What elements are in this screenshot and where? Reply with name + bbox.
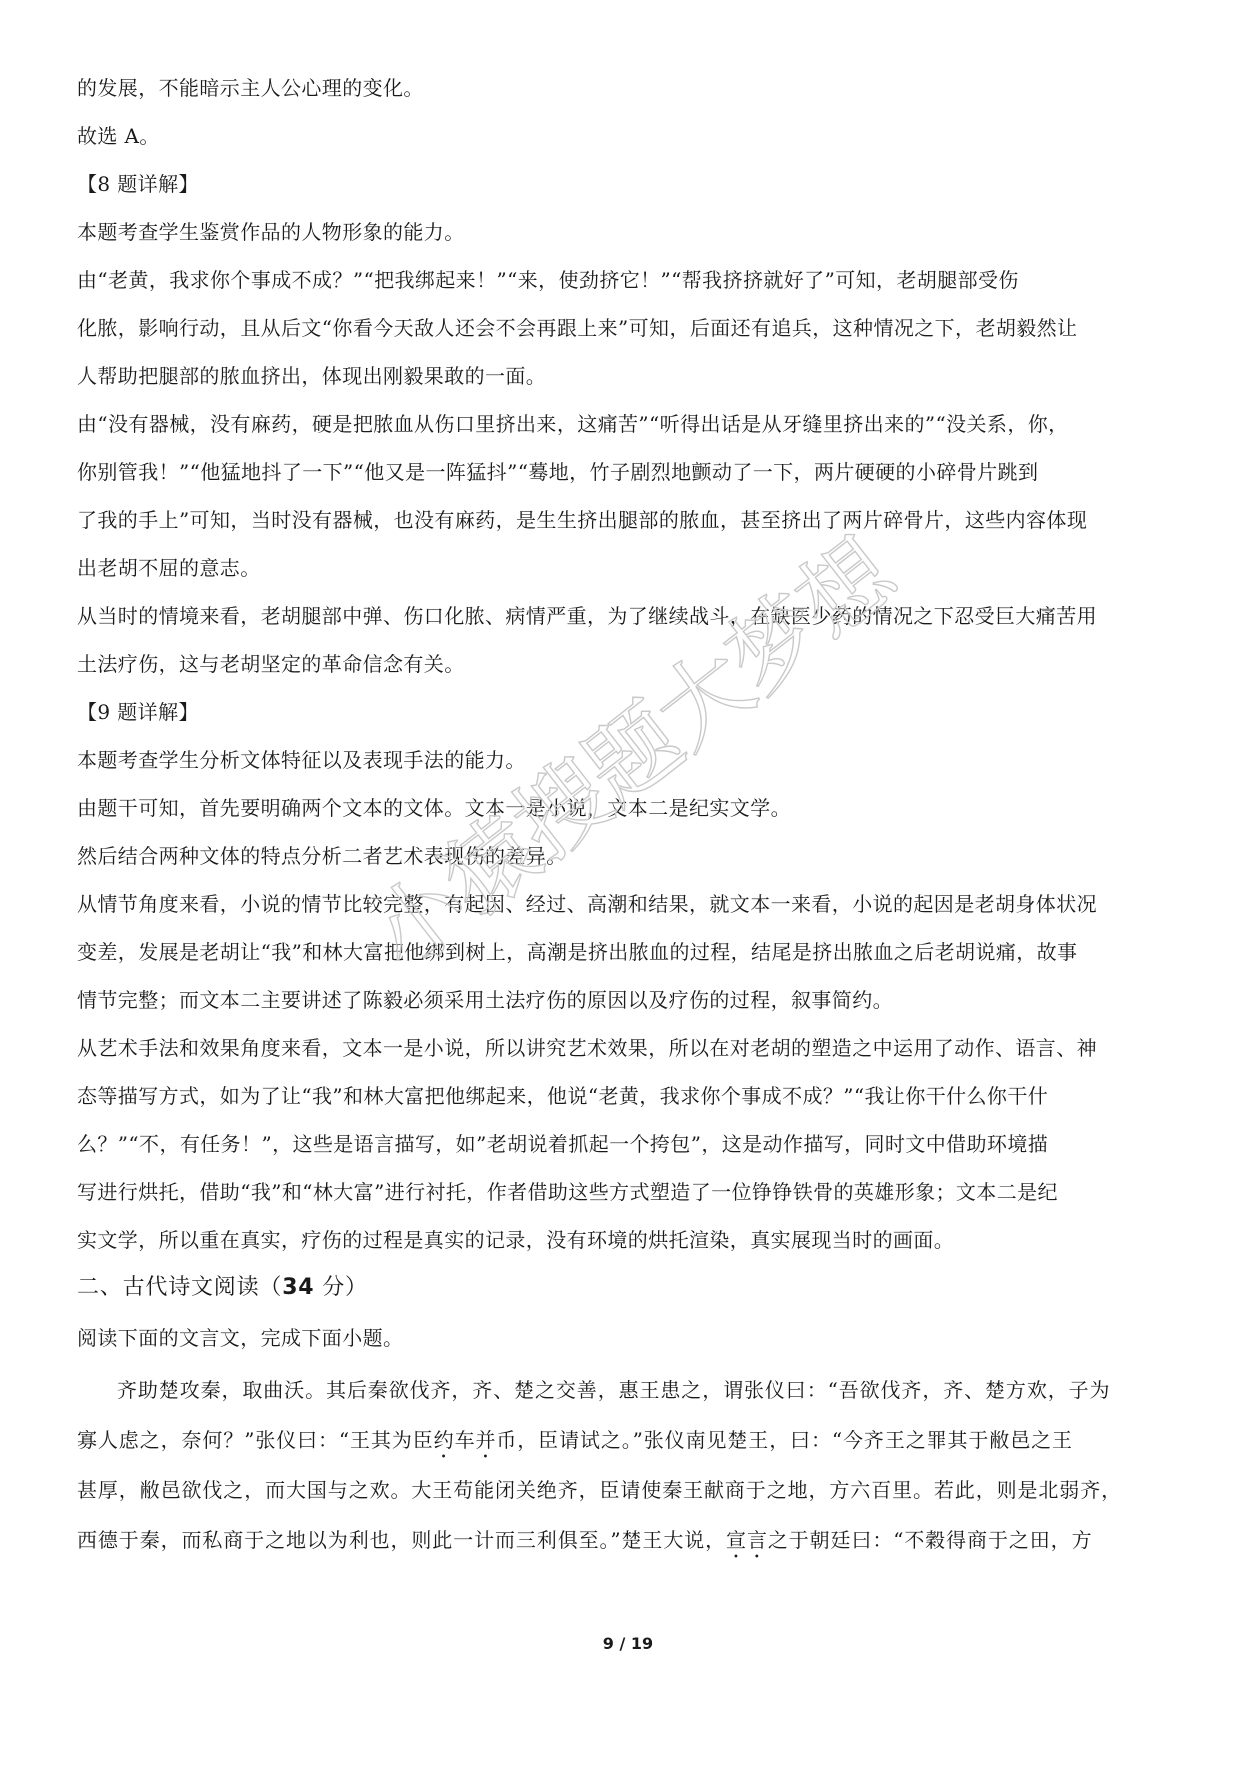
- text-line: 从当时的情境来看，老胡腿部中弹、伤口化脓、病情严重，为了继续战斗，在缺医少药的情况之下忍受巨大痛苦用: [77, 604, 1097, 628]
- section-heading-score: 34: [282, 1275, 315, 1300]
- section-heading-pre: 二、古代诗文阅读（: [77, 1275, 283, 1300]
- text-line: 从艺术手法和效果角度来看，文本一是小说，所以讲究艺术效果，所以在对老胡的塑造之中运用了动作、语言、神: [77, 1036, 1097, 1060]
- text-line: 情节完整；而文本二主要讲述了陈毅必须采用土法疗伤的原因以及疗伤的过程，叙事简约。: [77, 988, 893, 1012]
- text-line: 实文学，所以重在真实，疗伤的过程是真实的记录，没有环境的烘托渲染，真实展现当时的画面。: [77, 1228, 955, 1252]
- emphasized-word: 约: [433, 1428, 455, 1452]
- passage-line: [77, 1528, 1177, 1563]
- passage-text: 车: [454, 1428, 476, 1452]
- watermark-char: 小: [351, 850, 491, 992]
- watermark-char: 梦: [706, 573, 845, 715]
- watermark-char: 搜: [493, 739, 632, 881]
- watermark-char: 大: [635, 628, 774, 770]
- text-line: 由题干可知，首先要明确两个文本的文体。文本一是小说，文本二是纪实文学。: [77, 796, 791, 820]
- section-instruction: 阅读下面的文言文，完成下面小题。: [77, 1326, 404, 1350]
- question-8-heading: 【8 题详解】: [77, 172, 199, 196]
- text-line: 从情节角度来看，小说的情节比较完整，有起因、经过、高潮和结果，就文本一来看，小说的起因是老胡身体状况: [77, 892, 1097, 916]
- passage-line: [77, 1428, 1177, 1463]
- section-heading: [77, 1276, 1177, 1300]
- text-line: 土法疗伤，这与老胡坚定的革命信念有关。: [77, 652, 465, 676]
- text-line: 人帮助把腿部的脓血挤出，体现出刚毅果敢的一面。: [77, 364, 547, 388]
- text-line: 么？”“不，有任务！”，这些是语言描写，如”老胡说着抓起一个挎包”，这是动作描写，同时文中借助环境描: [77, 1132, 1049, 1156]
- passage-text: 币，臣请试之。”张仪南见楚王，曰：“今齐王之罪其于敝邑之王: [496, 1428, 1073, 1452]
- passage-line: 甚厚，敝邑欲伐之，而大国与之欢。大王苟能闭关绝齐，臣请使秦王献商于之地，方六百里。若此，则是北弱齐，: [77, 1478, 1122, 1502]
- text-line: 然后结合两种文体的特点分析二者艺术表现伤的差异。: [77, 844, 567, 868]
- watermark-char: 题: [564, 684, 703, 826]
- text-line: 故选 A。: [77, 124, 160, 148]
- text-line: 的发展，不能暗示主人公心理的变化。: [77, 76, 424, 100]
- section-heading-post: 分）: [314, 1275, 368, 1300]
- emphasized-word: 并: [475, 1428, 497, 1452]
- emphasized-word: 宣: [726, 1528, 747, 1552]
- passage-line: 齐助楚攻秦，取曲沃。其后秦欲伐齐，齐、楚之交善，惠王患之，谓张仪曰：“吾欲伐齐，齐、楚方欢，子为: [117, 1378, 1111, 1402]
- text-line: 本题考查学生分析文体特征以及表现手法的能力。: [77, 748, 526, 772]
- question-9-heading: 【9 题详解】: [77, 700, 199, 724]
- passage-text: 西德于秦，而私商于之地以为利也，则此一计而三利俱至。”楚王大说，: [77, 1528, 727, 1552]
- text-line: 本题考查学生鉴赏作品的人物形象的能力。: [77, 220, 465, 244]
- text-line: 态等描写方式，如为了让“我”和林大富把他绑起来，他说“老黄，我求你个事成不成？”“我让你干什么你干什: [77, 1084, 1049, 1108]
- watermark-char: 猿: [422, 794, 561, 936]
- text-line: 了我的手上”可知，当时没有器械，也没有麻药，是生生挤出腿部的脓血，甚至挤出了两片碎骨片，这些内容体现: [77, 508, 1088, 532]
- text-line: 写进行烘托，借助“我”和“林大富”进行衬托，作者借助这些方式塑造了一位铮铮铁骨的英雄形象；文本二是纪: [77, 1180, 1058, 1204]
- watermark-char: 想: [777, 517, 916, 659]
- emphasized-word: 言: [746, 1528, 768, 1552]
- text-line: 你别管我！”“他猛地抖了一下”“他又是一阵猛抖”“蓦地，竹子剧烈地颤动了一下，两片硬硬的小碎骨片跳到: [77, 460, 1039, 484]
- passage-text: 之于朝廷曰：“不穀得商于之田，方: [767, 1528, 1093, 1552]
- text-line: 出老胡不屈的意志。: [77, 556, 261, 580]
- text-line: 由“老黄，我求你个事成不成？”“把我绑起来！”“来，使劲挤它！”“帮我挤挤就好了”可知，老胡腿部受伤: [77, 268, 1019, 292]
- page-number: 9 / 19: [602, 1634, 654, 1653]
- passage-text: 寡人虑之，奈何？”张仪曰：“王其为臣: [77, 1428, 434, 1452]
- text-line: 由“没有器械，没有麻药，硬是把脓血从伤口里挤出来，这痛苦”“听得出话是从牙缝里挤出来的”“没关系，你，: [77, 412, 1069, 436]
- text-line: 变差，发展是老胡让“我”和林大富把他绑到树上，高潮是挤出脓血的过程，结尾是挤出脓血之后老胡说痛，故事: [77, 940, 1078, 964]
- text-line: 化脓，影响行动，且从后文“你看今天敌人还会不会再跟上来”可知，后面还有追兵，这种情况之下，老胡毅然让: [77, 316, 1078, 340]
